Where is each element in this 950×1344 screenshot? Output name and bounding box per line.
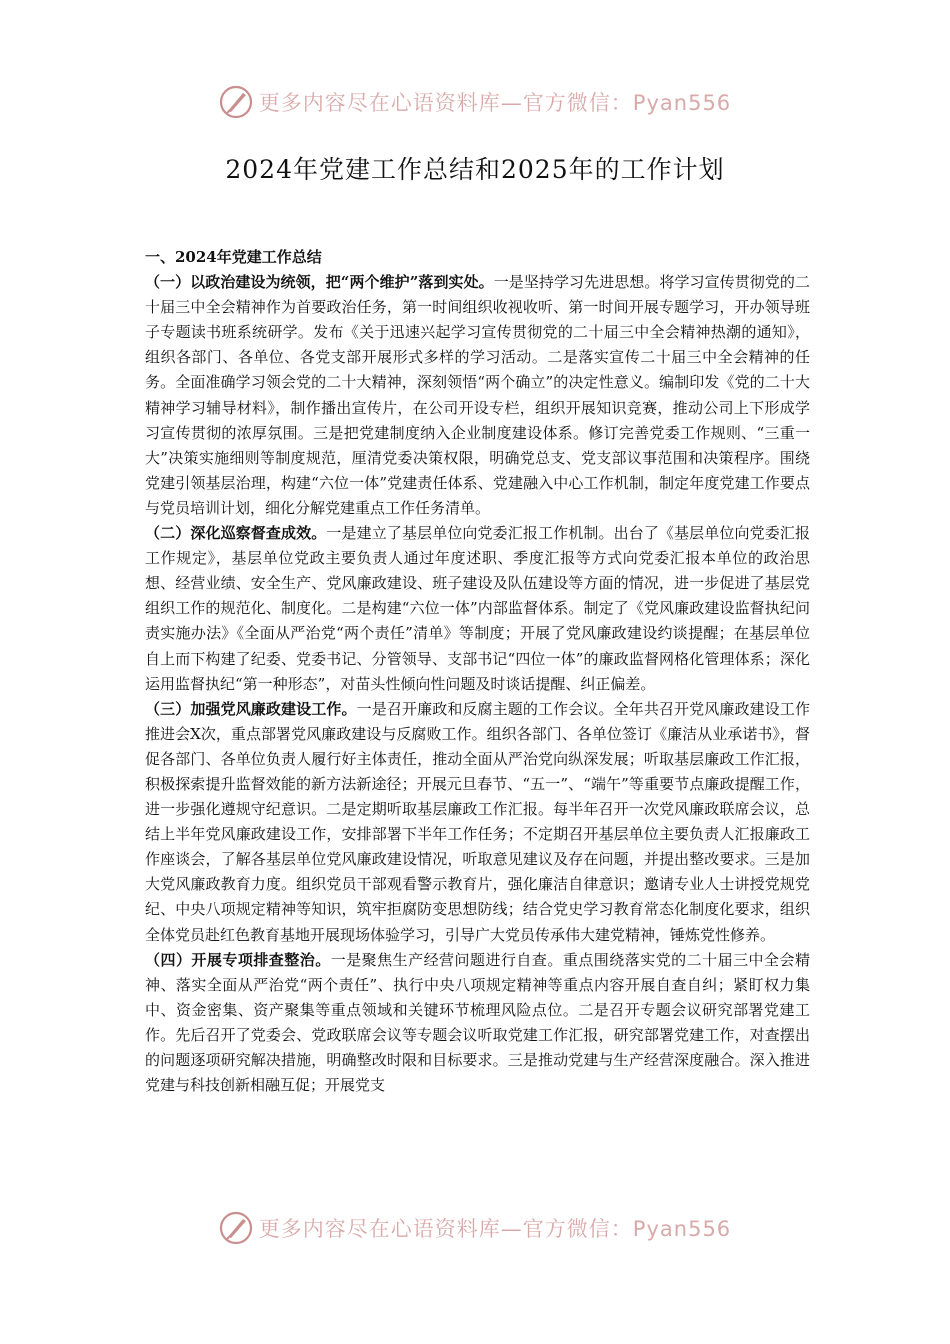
- document-title: 2024年党建工作总结和2025年的工作计划: [225, 155, 725, 184]
- paragraph-lead: （二）深化巡察督查成效。: [145, 524, 327, 543]
- paragraph-4: [145, 948, 810, 1099]
- paragraph-body: 一是聚焦生产经营问题进行自查。重点围绕落实党的二十届三中全会精神、落实全面从严治党“两个责任”、执行中央八项规定精神等重点内容开展自查自纠；紧盯权力集中、资金密集、资产聚集等重点领域和关键环节梳理风险点位。二是召开专题会议研究部署党建工作。先后召开了党委会、党政联席会议等专题会议听取党建工作汇报，研究部署党建工作，对查摆出的问题逐项研究解决措施，明确整改时限和目标要求。三是推动党建与生产经营深度融合。深入推进党建与科技创新相融互促；开展党支: [145, 950, 810, 1095]
- paragraph-body: 一是坚持学习先进思想。将学习宣传贯彻党的二十届三中全会精神作为首要政治任务，第一时间组织收视收听、第一时间开展专题学习，开办领导班子专题读书班系统研学。发布《关于迅速兴起学习宣传贯彻党的二十届三中全会精神热潮的通知》，组织各部门、各单位、各党支部开展形式多样的学习活动。二是落实宣传二十届三中全会精神的任务。全面准确学习领会党的二十大精神，深刻领悟“两个确立”的决定性意义。编制印发《党的二十大精神学习辅导材料》，制作播出宣传片，在公司开设专栏，组织开展知识竞赛，推动公司上下形成学习宣传贯彻的浓厚氛围。三是把党建制度纳入企业制度建设体系。修订完善党委工作规则、“三重一大”决策实施细则等制度规范，厘清党委决策权限，明确党总支、党支部议事范围和决策程序。围绕党建引领基层治理，构建“六位一体”党建责任体系、党建融入中心工作机制，制定年度党建工作要点与党员培训计划，细化分解党建重点工作任务清单。: [145, 273, 810, 517]
- paragraph-1: [145, 270, 810, 521]
- paragraph-body: 一是建立了基层单位向党委汇报工作机制。出台了《基层单位向党委汇报工作规定》，基层单位党政主要负责人通过年度述职、季度汇报等方式向党委汇报本单位的政治思想、经营业绩、安全生产、党风廉政建设、班子建设及队伍建设等方面的情况，进一步促进了基层党组织工作的规范化、制度化。二是构建“六位一体”内部监督体系。制定了《党风廉政建设监督执纪问责实施办法》《全面从严治党“两个责任”清单》等制度；开展了党风廉政建设约谈提醒；在基层单位自上而下构建了纪委、党委书记、分管领导、支部书记“四位一体”的廉政监督网格化管理体系；深化运用监督执纪“第一种形态”，对苗头性倾向性问题及时谈话提醒、纠正偏差。: [145, 524, 810, 693]
- paragraph-lead: （四）开展专项排查整治。: [145, 950, 331, 969]
- footer-watermark-banner: [0, 1208, 950, 1248]
- header-watermark-banner: [0, 82, 950, 122]
- quill-pen-logo-icon: [219, 1211, 253, 1245]
- paragraph-body: 一是召开廉政和反腐主题的工作会议。全年共召开党风廉政建设工作推进会X次，重点部署党风廉政建设与反腐败工作。组织各部门、各单位签订《廉洁从业承诺书》，督促各部门、各单位负责人履行好主体责任，推动全面从严治党向纵深发展；听取基层廉政工作汇报，积极探索提升监督效能的新方法新途径；开展元旦春节、“五一”、“端午”等重要节点廉政提醒工作，进一步强化遵规守纪意识。二是定期听取基层廉政工作汇报。每半年召开一次党风廉政联席会议，总结上半年党风廉政建设工作，安排部署下半年工作任务；不定期召开基层单位主要负责人汇报廉政工作座谈会，了解各基层单位党风廉政建设情况，听取意见建议及存在问题，并提出整改要求。三是加大党风廉政教育力度。组织党员干部观看警示教育片，强化廉洁自律意识；邀请专业人士讲授党规党纪、中央八项规定精神等知识，筑牢拒腐防变思想防线；结合党史学习教育常态化制度化要求，组织全体党员赴红色教育基地开展现场体验学习，引导广大党员传承伟大建党精神，锤炼党性修养。: [145, 699, 810, 944]
- document-body: [145, 245, 810, 1098]
- section-heading: 一、2024年党建工作总结: [145, 248, 322, 266]
- paragraph-2: [145, 521, 810, 697]
- banner-text: 更多内容尽在心语资料库—官方微信：Pyan556: [258, 1217, 732, 1241]
- paragraph-3: [145, 697, 810, 948]
- banner-text: 更多内容尽在心语资料库—官方微信：Pyan556: [258, 91, 732, 115]
- quill-pen-logo-icon: [219, 85, 253, 119]
- paragraph-lead: （三）加强党风廉政建设工作。: [145, 699, 357, 718]
- paragraph-lead: （一）以政治建设为统领，把“两个维护”落到实处。: [145, 273, 494, 292]
